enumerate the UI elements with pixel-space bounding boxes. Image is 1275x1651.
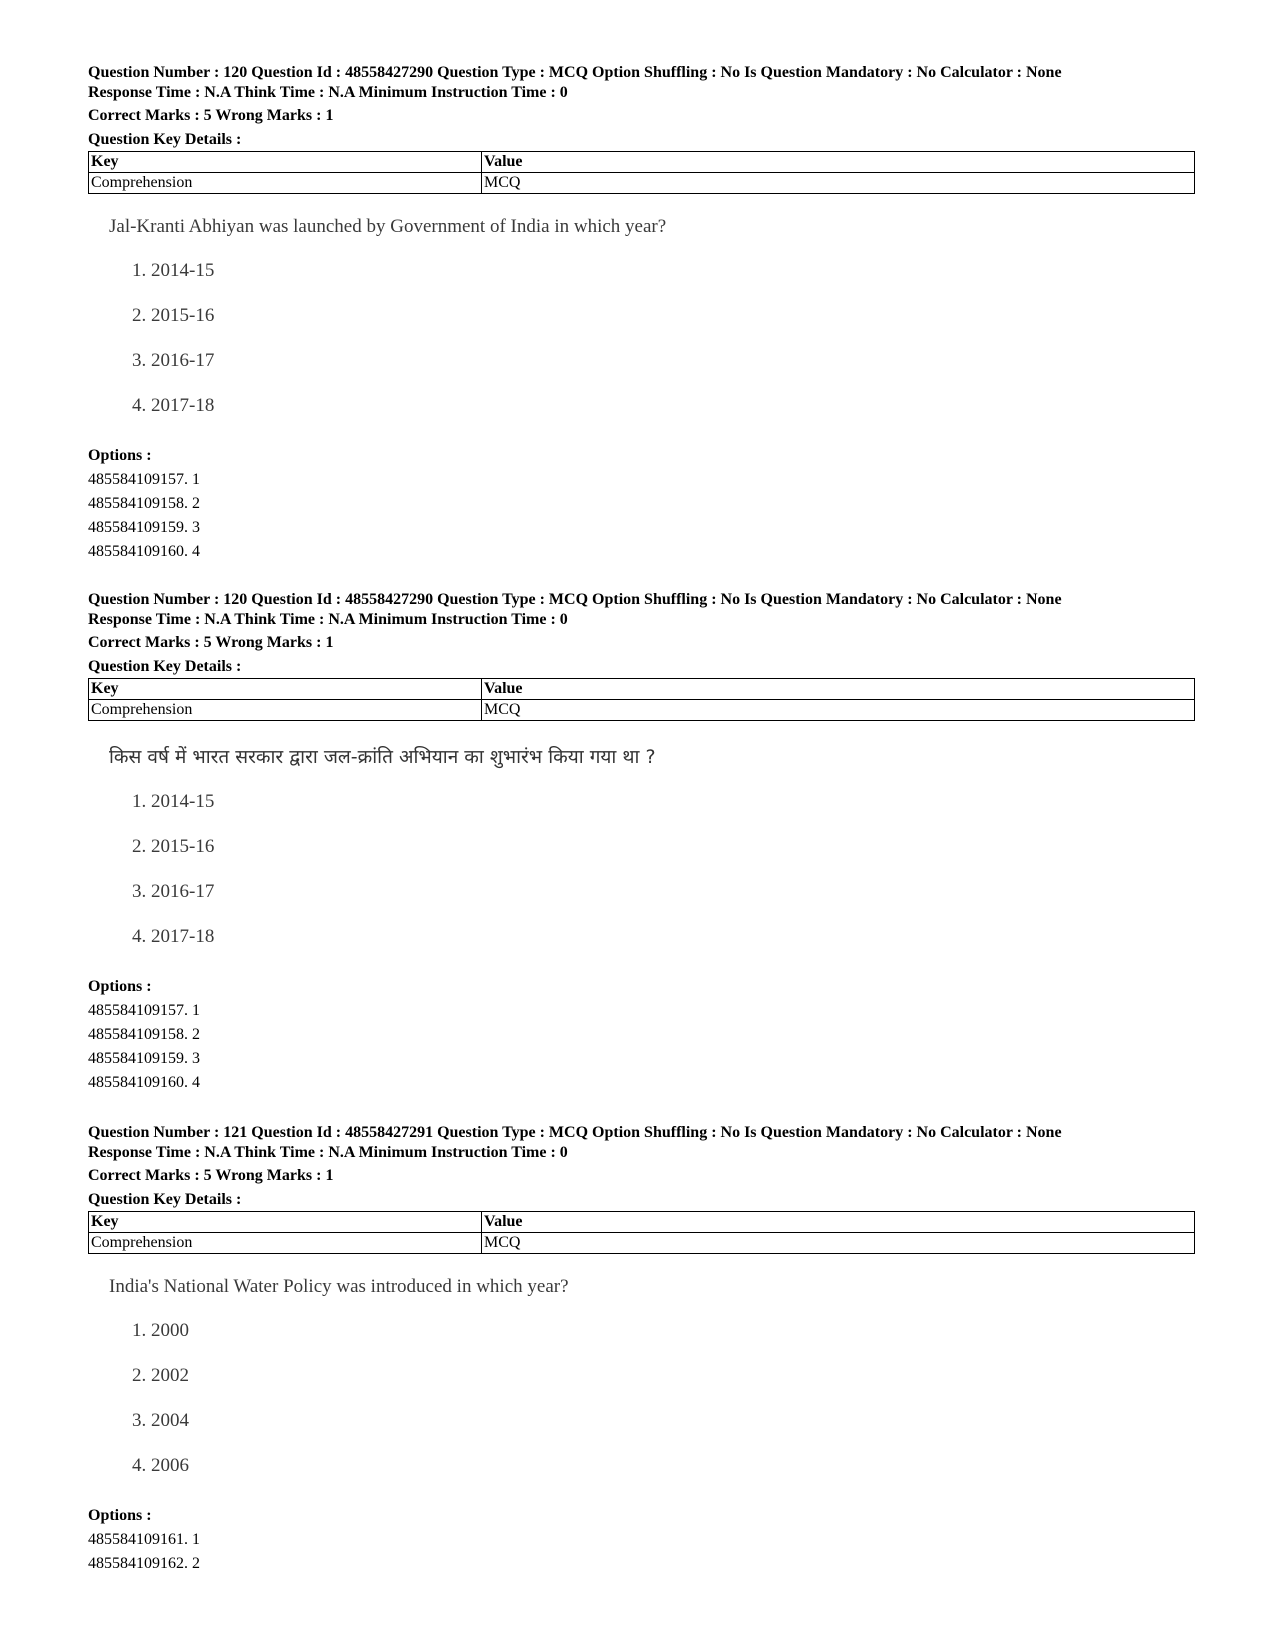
option-item: 485584109159. 3 <box>88 519 200 536</box>
choice-list <box>132 1320 1195 1500</box>
option-item: 485584109158. 2 <box>88 495 200 512</box>
value-header: Value <box>482 679 1195 700</box>
key-cell: Comprehension <box>89 173 482 194</box>
meta-line-1: Question Number : 120 Question Id : 48558427290 Question Type : MCQ Option Shuffling : No Is Question Mandatory : No Calculator : None <box>88 64 1062 81</box>
key-details-table <box>88 678 1195 721</box>
choice-item: 2. 2015-16 <box>132 305 215 326</box>
table-header-row <box>89 1212 1195 1233</box>
question-text: India's National Water Policy was introduced in which year? <box>109 1276 569 1297</box>
table-row <box>89 173 1195 194</box>
choice-item: 4. 2017-18 <box>132 926 215 947</box>
option-item: 485584109157. 1 <box>88 471 200 488</box>
table-header-row <box>89 152 1195 173</box>
question-block-2 <box>88 590 1195 1095</box>
key-header: Key <box>89 152 482 173</box>
key-details-label: Question Key Details : <box>88 657 242 675</box>
choice-item: 2. 2015-16 <box>132 836 215 857</box>
options-list <box>88 1504 1195 1576</box>
meta-line-2: Response Time : N.A Think Time : N.A Minimum Instruction Time : 0 <box>88 83 568 101</box>
choice-item: 1. 2014-15 <box>132 791 215 812</box>
marks-line: Correct Marks : 5 Wrong Marks : 1 <box>88 1167 334 1184</box>
table-header-row <box>89 679 1195 700</box>
options-list <box>88 975 1195 1095</box>
question-meta <box>88 590 1195 676</box>
choice-item: 3. 2004 <box>132 1410 189 1431</box>
meta-line-2: Response Time : N.A Think Time : N.A Minimum Instruction Time : 0 <box>88 1143 568 1161</box>
choice-list <box>132 260 1195 440</box>
choice-list <box>132 791 1195 971</box>
question-meta <box>88 63 1195 149</box>
options-label: Options : <box>88 1507 152 1524</box>
value-header: Value <box>482 1212 1195 1233</box>
key-cell: Comprehension <box>89 700 482 721</box>
options-list <box>88 444 1195 564</box>
question-text: किस वर्ष में भारत सरकार द्वारा जल-क्रांति अभियान का शुभारंभ किया गया था ? <box>109 746 656 768</box>
question-block-3 <box>88 1123 1195 1576</box>
meta-line-1: Question Number : 120 Question Id : 48558427290 Question Type : MCQ Option Shuffling : No Is Question Mandatory : No Calculator : None <box>88 591 1062 608</box>
choice-item: 4. 2017-18 <box>132 395 215 416</box>
question-meta <box>88 1123 1195 1209</box>
option-item: 485584109160. 4 <box>88 543 200 560</box>
question-block-1 <box>88 63 1195 564</box>
options-label: Options : <box>88 978 152 995</box>
choice-item: 1. 2000 <box>132 1320 189 1341</box>
option-item: 485584109160. 4 <box>88 1074 200 1091</box>
option-item: 485584109158. 2 <box>88 1026 200 1043</box>
key-details-table <box>88 1211 1195 1254</box>
marks-line: Correct Marks : 5 Wrong Marks : 1 <box>88 107 334 124</box>
choice-item: 4. 2006 <box>132 1455 189 1476</box>
key-cell: Comprehension <box>89 1233 482 1254</box>
meta-line-1: Question Number : 121 Question Id : 48558427291 Question Type : MCQ Option Shuffling : No Is Question Mandatory : No Calculator : None <box>88 1124 1062 1141</box>
key-header: Key <box>89 679 482 700</box>
marks-line: Correct Marks : 5 Wrong Marks : 1 <box>88 634 334 651</box>
value-cell: MCQ <box>482 1233 1195 1254</box>
key-details-label: Question Key Details : <box>88 130 242 148</box>
choice-item: 3. 2016-17 <box>132 881 215 902</box>
value-cell: MCQ <box>482 700 1195 721</box>
choice-item: 3. 2016-17 <box>132 350 215 371</box>
key-details-table <box>88 151 1195 194</box>
options-label: Options : <box>88 447 152 464</box>
choice-item: 2. 2002 <box>132 1365 189 1386</box>
question-text: Jal-Kranti Abhiyan was launched by Government of India in which year? <box>109 216 667 237</box>
value-header: Value <box>482 152 1195 173</box>
option-item: 485584109159. 3 <box>88 1050 200 1067</box>
choice-item: 1. 2014-15 <box>132 260 215 281</box>
value-cell: MCQ <box>482 173 1195 194</box>
option-item: 485584109157. 1 <box>88 1002 200 1019</box>
option-item: 485584109161. 1 <box>88 1531 200 1548</box>
key-details-label: Question Key Details : <box>88 1190 242 1208</box>
meta-line-2: Response Time : N.A Think Time : N.A Minimum Instruction Time : 0 <box>88 610 568 628</box>
key-header: Key <box>89 1212 482 1233</box>
table-row <box>89 700 1195 721</box>
table-row <box>89 1233 1195 1254</box>
option-item: 485584109162. 2 <box>88 1555 200 1572</box>
